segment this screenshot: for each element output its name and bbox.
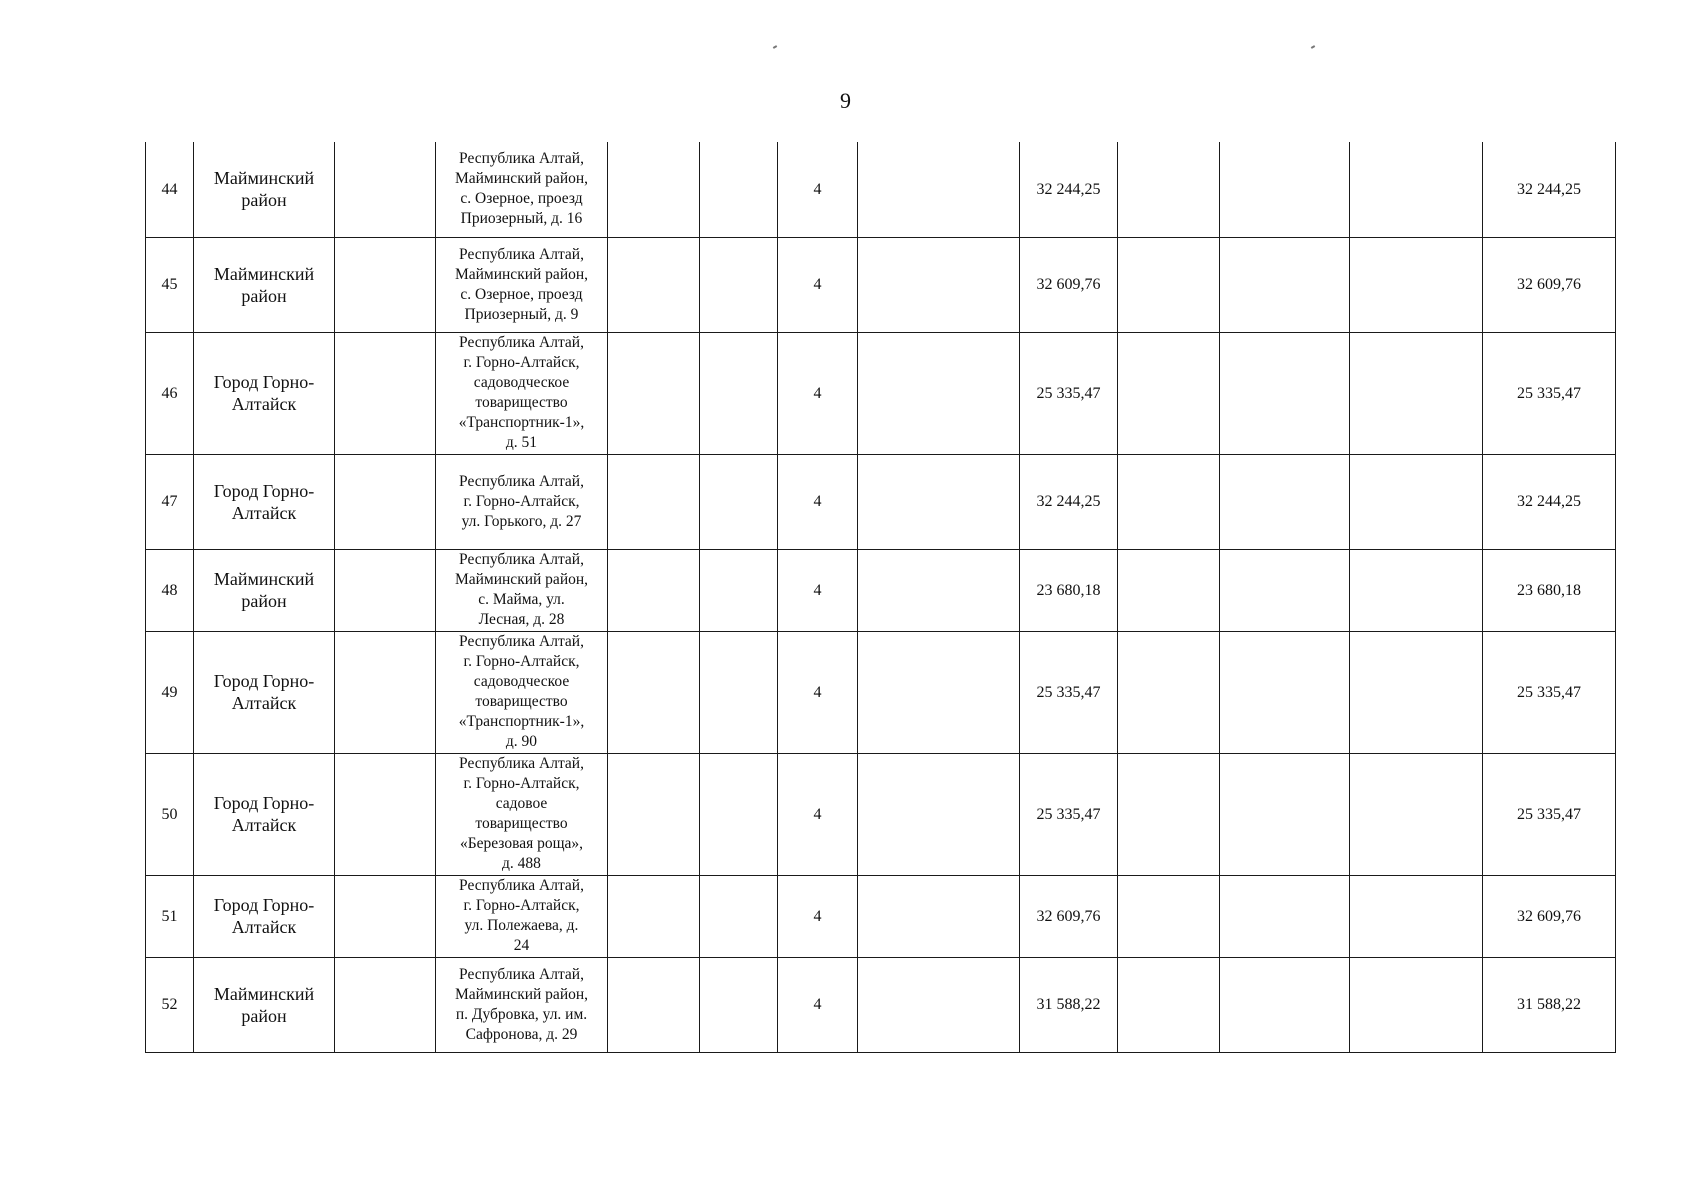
address-line: Майминский район, [454,170,589,188]
address-line: с. Озерное, проезд [460,285,583,303]
empty-cell [1118,957,1220,1052]
count-cell: 4 [778,237,858,332]
empty-cell [1220,454,1350,549]
empty-cell [1350,142,1483,237]
empty-cell [1118,875,1220,957]
address-line: Майминский район, [454,571,589,588]
empty-cell [700,142,778,237]
empty-cell [1118,237,1220,332]
row-number-cell: 44 [146,142,194,237]
total-cell: 32 244,25 [1483,142,1616,237]
address-cell [436,454,608,549]
total-cell: 25 335,47 [1483,753,1616,875]
amount-cell: 25 335,47 [1020,753,1118,875]
empty-cell [608,237,700,332]
empty-cell [1350,332,1483,454]
address-line: ул. Полежаева, д. [464,917,579,934]
empty-cell [1220,631,1350,753]
empty-cell [700,237,778,332]
empty-cell [1220,875,1350,957]
address-line: садовое [495,795,548,812]
total-cell: 32 609,76 [1483,237,1616,332]
row-number-cell: 45 [146,237,194,332]
total-cell: 25 335,47 [1483,631,1616,753]
count-cell: 4 [778,454,858,549]
address-line: Республика Алтай, [459,877,584,894]
empty-cell [1118,549,1220,631]
table-row [146,142,1616,237]
empty-cell [608,142,700,237]
empty-cell [1220,549,1350,631]
empty-cell [335,875,436,957]
scan-speck [1311,45,1315,49]
count-cell: 4 [778,957,858,1052]
table-body [146,142,1616,1052]
empty-cell [1220,142,1350,237]
empty-cell [335,332,436,454]
page-number: 9 [840,88,851,113]
empty-cell [1220,332,1350,454]
address-line: д. 488 [502,855,541,872]
address-line: «Транспортник-1», [458,414,585,431]
total-cell: 25 335,47 [1483,332,1616,454]
district-cell: Майминский район [194,549,335,631]
empty-cell [335,631,436,753]
address-line: товарищество [475,815,568,832]
address-line: Республика Алтай, [459,551,584,568]
empty-cell [858,753,1020,875]
scan-speck [773,45,777,49]
table-row [146,753,1616,875]
empty-cell [608,875,700,957]
address-line: Лесная, д. 28 [478,611,565,628]
address-cell [436,332,608,454]
address-cell [436,142,608,237]
empty-cell [858,549,1020,631]
address-cell [436,875,608,957]
empty-cell [1118,332,1220,454]
address-line: с. Озерное, проезд [460,190,583,208]
empty-cell [608,631,700,753]
empty-cell [700,753,778,875]
count-cell: 4 [778,142,858,237]
table-row [146,454,1616,549]
district-cell: Майминский район [194,142,335,237]
empty-cell [608,454,700,549]
address-line: Республика Алтай, [459,334,584,351]
empty-cell [858,142,1020,237]
amount-cell: 25 335,47 [1020,332,1118,454]
address-line: Республика Алтай, [459,472,584,490]
district-cell: Город Горно-Алтайск [194,332,335,454]
empty-cell [1220,237,1350,332]
empty-cell [335,237,436,332]
total-cell: 31 588,22 [1483,957,1616,1052]
empty-cell [335,753,436,875]
empty-cell [1220,753,1350,875]
address-line: Приозерный, д. 9 [464,305,579,323]
address-cell [436,549,608,631]
empty-cell [608,332,700,454]
amount-cell: 23 680,18 [1020,549,1118,631]
address-cell [436,237,608,332]
table-row [146,875,1616,957]
empty-cell [1350,549,1483,631]
address-line: г. Горно-Алтайск, [463,354,580,371]
total-cell: 23 680,18 [1483,549,1616,631]
address-line: Республика Алтай, [459,965,584,983]
amount-cell: 32 609,76 [1020,875,1118,957]
address-line: Майминский район, [454,265,589,283]
address-line: Республика Алтай, [459,755,584,772]
table-row [146,549,1616,631]
empty-cell [1118,454,1220,549]
address-cell [436,753,608,875]
address-line: товарищество [475,693,568,710]
address-line: г. Горно-Алтайск, [463,775,580,792]
empty-cell [858,237,1020,332]
empty-cell [700,454,778,549]
row-number-cell: 48 [146,549,194,631]
amount-cell: 31 588,22 [1020,957,1118,1052]
empty-cell [700,957,778,1052]
empty-cell [858,875,1020,957]
empty-cell [608,753,700,875]
district-cell: Город Горно-Алтайск [194,454,335,549]
address-line: Республика Алтай, [459,633,584,650]
amount-cell: 25 335,47 [1020,631,1118,753]
district-cell: Город Горно-Алтайск [194,631,335,753]
count-cell: 4 [778,875,858,957]
address-line: г. Горно-Алтайск, [463,897,580,914]
amount-cell: 32 244,25 [1020,142,1118,237]
empty-cell [335,142,436,237]
total-cell: 32 609,76 [1483,875,1616,957]
row-number-cell: 49 [146,631,194,753]
address-line: д. 90 [505,733,538,750]
district-cell: Город Горно-Алтайск [194,753,335,875]
empty-cell [1350,957,1483,1052]
empty-cell [1118,631,1220,753]
address-cell [436,957,608,1052]
address-line: с. Майма, ул. [478,591,565,608]
district-cell: Майминский район [194,237,335,332]
address-line: 24 [513,937,530,954]
empty-cell [335,957,436,1052]
data-table [145,142,1616,1053]
amount-cell: 32 609,76 [1020,237,1118,332]
row-number-cell: 46 [146,332,194,454]
row-number-cell: 50 [146,753,194,875]
table-row [146,631,1616,753]
address-line: садоводческое [473,673,570,690]
address-line: «Березовая роща», [459,835,584,852]
amount-cell: 32 244,25 [1020,454,1118,549]
address-line: г. Горно-Алтайск, [463,492,580,510]
empty-cell [1350,753,1483,875]
count-cell: 4 [778,332,858,454]
empty-cell [700,549,778,631]
address-line: «Транспортник-1», [458,713,585,730]
address-line: Республика Алтай, [459,150,584,168]
total-cell: 32 244,25 [1483,454,1616,549]
table-row [146,237,1616,332]
empty-cell [335,549,436,631]
empty-cell [858,631,1020,753]
district-cell: Майминский район [194,957,335,1052]
empty-cell [700,332,778,454]
address-line: п. Дубровка, ул. им. [455,1005,588,1023]
empty-cell [1118,142,1220,237]
row-number-cell: 52 [146,957,194,1052]
empty-cell [858,454,1020,549]
count-cell: 4 [778,631,858,753]
count-cell: 4 [778,549,858,631]
district-cell: Город Горно-Алтайск [194,875,335,957]
empty-cell [1220,957,1350,1052]
address-line: д. 51 [505,434,538,451]
address-cell [436,631,608,753]
address-line: товарищество [475,394,568,411]
address-line: Приозерный, д. 16 [460,210,583,228]
address-line: Сафронова, д. 29 [465,1025,578,1043]
count-cell: 4 [778,753,858,875]
empty-cell [1350,237,1483,332]
empty-cell [858,957,1020,1052]
address-line: Майминский район, [454,985,589,1003]
empty-cell [335,454,436,549]
empty-cell [700,875,778,957]
table-row [146,332,1616,454]
row-number-cell: 51 [146,875,194,957]
empty-cell [1350,875,1483,957]
empty-cell [858,332,1020,454]
empty-cell [1350,454,1483,549]
empty-cell [608,957,700,1052]
empty-cell [700,631,778,753]
address-line: ул. Горького, д. 27 [461,512,582,530]
row-number-cell: 47 [146,454,194,549]
address-line: г. Горно-Алтайск, [463,653,580,670]
address-line: Республика Алтай, [459,245,584,263]
empty-cell [1350,631,1483,753]
empty-cell [1118,753,1220,875]
address-line: садоводческое [473,374,570,391]
table-row [146,957,1616,1052]
empty-cell [608,549,700,631]
